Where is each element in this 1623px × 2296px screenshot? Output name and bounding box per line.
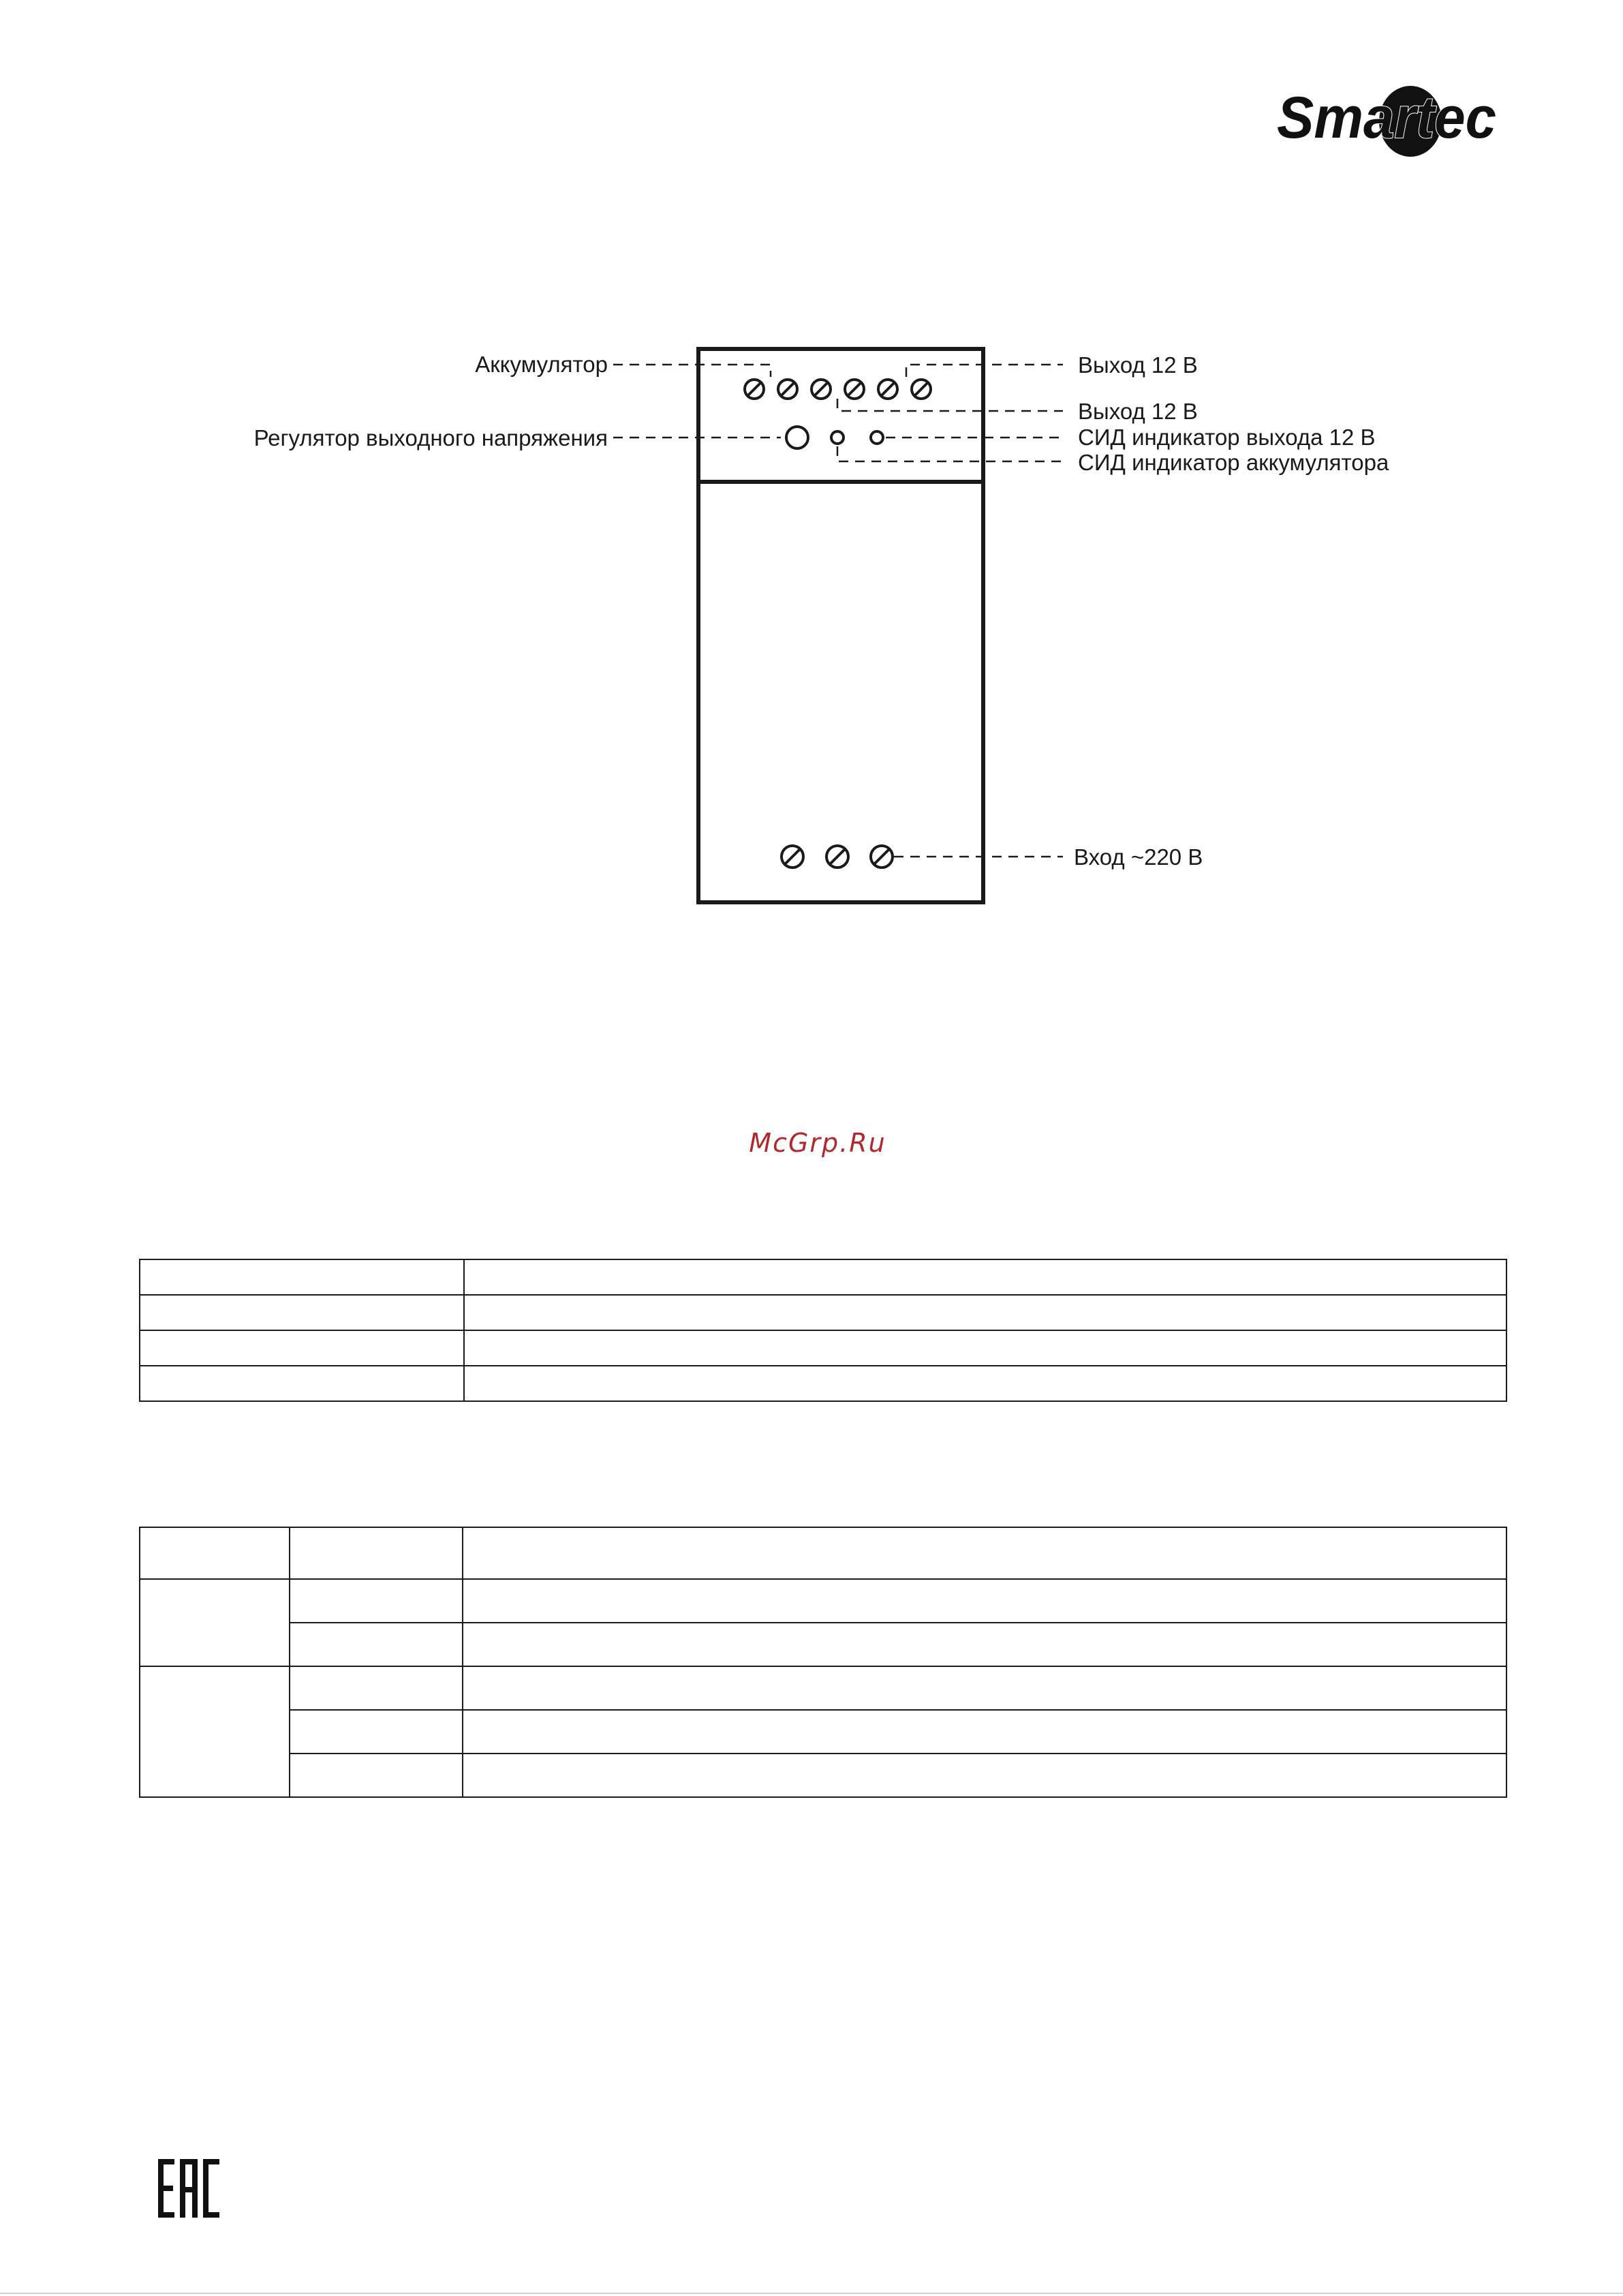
top-terminal-block: [745, 380, 931, 399]
eac-mark-icon: [158, 2159, 219, 2218]
table-cell: [290, 1623, 463, 1666]
bottom-terminal-block: [782, 846, 893, 868]
output-led-icon: [871, 431, 883, 444]
logo-text: Smartec: [1277, 85, 1496, 151]
indicator-table: [139, 1527, 1507, 1798]
screw-terminal-icon: [782, 846, 803, 868]
table-group-cell: [140, 1666, 290, 1797]
table-cell: [463, 1579, 1506, 1623]
table-cell: [464, 1295, 1506, 1330]
table-cell: [140, 1330, 464, 1366]
led-battery-label: СИД индикатор аккумулятора: [1078, 450, 1389, 475]
specifications-table: [139, 1259, 1507, 1402]
screw-terminal-icon: [912, 380, 931, 399]
screw-terminal-icon: [845, 380, 864, 399]
table-cell: [140, 1366, 464, 1401]
leader-lines: [613, 365, 1063, 857]
connection-diagram: [0, 0, 1623, 968]
table-group-cell: [140, 1579, 290, 1666]
table-row: [140, 1754, 1506, 1797]
table-cell: [463, 1623, 1506, 1666]
table-cell: [140, 1295, 464, 1330]
footer-rule: [0, 2293, 1623, 2294]
table-cell: [290, 1754, 463, 1797]
screw-terminal-icon: [826, 846, 848, 868]
table-header-cell: [140, 1527, 290, 1579]
screw-terminal-icon: [871, 846, 893, 868]
screw-terminal-icon: [878, 380, 897, 399]
screw-terminal-icon: [745, 380, 764, 399]
battery-led-icon: [831, 431, 844, 444]
table-cell: [464, 1366, 1506, 1401]
table-row: [140, 1295, 1506, 1330]
table-cell: [290, 1710, 463, 1754]
table-cell: [290, 1579, 463, 1623]
battery-label: Аккумулятор: [475, 352, 608, 377]
table-row: [140, 1366, 1506, 1401]
table-cell: [463, 1666, 1506, 1710]
table-cell: [140, 1259, 464, 1295]
watermark: McGrp.Ru: [749, 1128, 886, 1158]
voltage-regulator-label: Регулятор выходного напряжения: [253, 425, 608, 450]
table-cell: [463, 1710, 1506, 1754]
table-row: [140, 1710, 1506, 1754]
led-output-label: СИД индикатор выхода 12 В: [1078, 425, 1376, 450]
output-12v-label: Выход 12 В: [1078, 352, 1198, 378]
table-cell: [290, 1666, 463, 1710]
output-12v-second-label: Выход 12 В: [1078, 399, 1198, 424]
screw-terminal-icon: [812, 380, 831, 399]
voltage-regulator-knob-icon: [786, 427, 808, 448]
table-header-cell: [463, 1527, 1506, 1579]
table-header-cell: [290, 1527, 463, 1579]
table-cell: [464, 1259, 1506, 1295]
table-row: [140, 1579, 1506, 1623]
table-row: [140, 1623, 1506, 1666]
table-cell: [464, 1330, 1506, 1366]
table-cell: [463, 1754, 1506, 1797]
table-header-row: [140, 1527, 1506, 1579]
table-row: [140, 1259, 1506, 1295]
screw-terminal-icon: [778, 380, 797, 399]
table-row: [140, 1666, 1506, 1710]
input-220v-label: Вход ~220 В: [1074, 844, 1203, 870]
table-row: [140, 1330, 1506, 1366]
